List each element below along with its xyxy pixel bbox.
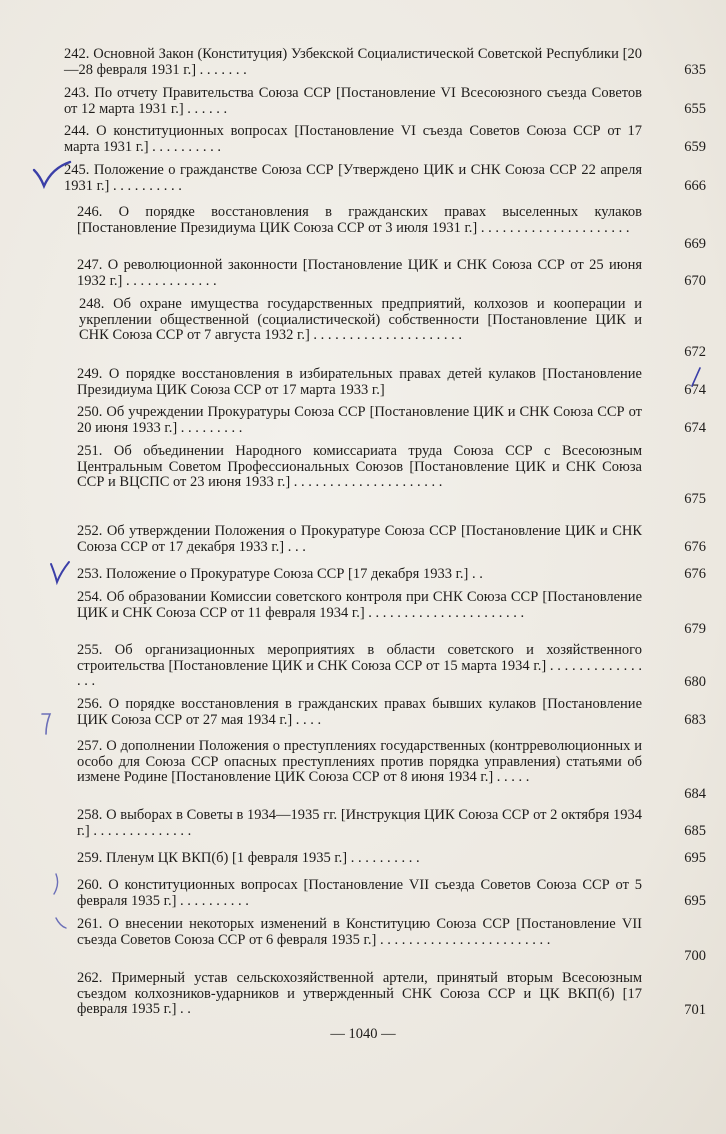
entry-page-number: 684 xyxy=(684,786,706,802)
entry-title: 249. О порядке восстановления в избирательных правах детей кулаков [Постановление Президиума ЦИК Союза ССР от 17 марта 1933 г.] xyxy=(77,366,642,398)
entry-title: 262. Примерный устав сельскохозяйственной артели, принятый вторым Всесоюзным съездом колхозников-ударников и утвержденный СНК Союза ССР и ЦК ВКП(б) [17 февраля 1935 г.] . . xyxy=(77,970,642,1017)
entry-page-number: 675 xyxy=(684,491,706,507)
entry-page-number: 695 xyxy=(684,850,706,866)
entry-title: 250. Об учреждении Прокуратуры Союза ССР [Постановление ЦИК и СНК Союза ССР от 20 июня 1933 г.] . . . . . . . . . xyxy=(77,404,642,436)
entry-title: 243. По отчету Правительства Союза ССР [Постановление VI Всесоюзного съезда Советов от 12 марта 1931 г.] . . . . . . xyxy=(64,85,643,117)
handwritten-mark-icon xyxy=(52,912,72,934)
entry-page-number: 674 xyxy=(684,420,706,436)
entry-page-number: 674 xyxy=(684,382,706,398)
entry-page-number: 670 xyxy=(684,273,706,289)
entry-page-number: 669 xyxy=(684,236,706,252)
entry-title: 254. Об образовании Комиссии советского контроля при СНК Союза ССР [Постановление ЦИК и СНК Союза ССР от 11 февраля 1934 г.] . . . . . . . . . . . . . . . . . . . . . . xyxy=(77,589,642,621)
entry-page-number: 683 xyxy=(684,712,706,728)
entry-title: 251. Об объединении Народного комиссариата труда Союза ССР с Всесоюзным Центральным Советом Профессиональных Союзов [Постановление ЦИК и СНК Союза ССР и ВЦСПС от 23 июня 1933 г.] . . . . . . . . . . . . . . . . . . . . . xyxy=(77,443,642,490)
entry-page-number: 672 xyxy=(684,344,706,360)
entry-page-number: 666 xyxy=(684,178,706,194)
page-footer-number: — 1040 — xyxy=(330,1026,396,1042)
entry-title: 242. Основной Закон (Конституция) Узбекской Социалистической Советской Республики [20—28 февраля 1931 г.] . . . . . . . xyxy=(64,46,642,78)
entry-page-number: 635 xyxy=(684,62,706,78)
entry-page-number: 680 xyxy=(684,674,706,690)
entry-title: 248. Об охране имущества государственных предприятий, колхозов и кооперации и укреплении общественной (социалистической) собственности [Постановление ЦИК и СНК Союза ССР от 7 августа 1932 г.] . . . . . . . . . . . . . . . . . . . . . xyxy=(79,296,642,343)
entry-title: 247. О революционной законности [Постановление ЦИК и СНК Союза ССР от 25 июня 1932 г.] . . . . . . . . . . . . . xyxy=(77,257,643,289)
entry-title: 257. О дополнении Положения о преступлениях государственных (контрреволюционных и особо для Союза ССР опасных преступлениях против порядка управления) статьями об измене Родине [Постановление ЦИК Союза ССР от 8 июня 1934 г.] . . . . . xyxy=(77,738,642,785)
entry-page-number: 701 xyxy=(684,1002,706,1018)
handwritten-mark-icon xyxy=(50,870,70,898)
entry-title: 258. О выборах в Советы в 1934—1935 гг. [Инструкция ЦИК Союза ССР от 2 октября 1934 г.] . . . . . . . . . . . . . . xyxy=(77,807,643,839)
handwritten-mark-icon xyxy=(38,710,58,738)
entry-title: 244. О конституционных вопросах [Постановление VI съезда Советов Союза ССР от 17 марта 1931 г.] . . . . . . . . . . xyxy=(64,123,642,155)
entry-title: 252. Об утверждении Положения о Прокуратуре Союза ССР [Постановление ЦИК и СНК Союза ССР от 17 декабря 1933 г.] . . . xyxy=(77,523,643,555)
handwritten-checkmark-icon xyxy=(30,158,74,192)
entry-page-number: 676 xyxy=(684,566,706,582)
entry-title: 255. Об организационных мероприятиях в области советского и хозяйственного строительства [Постановление ЦИК и СНК Союза ССР от 15 марта 1934 г.] . . . . . . . . . . . . . . . . xyxy=(77,642,642,689)
entry-title: 246. О порядке восстановления в гражданских правах выселенных кулаков [Постановление Президиума ЦИК Союза ССР от 3 июля 1931 г.] . . . . . . . . . . . . . . . . . . . . . xyxy=(77,204,642,236)
entry-title: 259. Пленум ЦК ВКП(б) [1 февраля 1935 г.] . . . . . . . . . . xyxy=(77,850,420,866)
entry-title: 261. О внесении некоторых изменений в Конституцию Союза ССР [Постановление VII съезда Советов Союза ССР от 6 февраля 1935 г.] . . . . . . . . . . . . . . . . . . . . . . . . xyxy=(77,916,642,948)
entry-title: 245. Положение о гражданстве Союза ССР [Утверждено ЦИК и СНК Союза ССР 22 апреля 1931 г.] . . . . . . . . . . xyxy=(64,162,642,194)
entry-title: 253. Положение о Прокуратуре Союза ССР [17 декабря 1933 г.] . . xyxy=(77,566,483,582)
entry-page-number: 685 xyxy=(684,823,706,839)
entry-page-number: 655 xyxy=(684,101,706,117)
entry-page-number: 695 xyxy=(684,893,706,909)
entry-title: 256. О порядке восстановления в гражданских правах бывших кулаков [Постановление ЦИК Союза ССР от 27 мая 1934 г.] . . . . xyxy=(77,696,643,728)
handwritten-checkmark-icon xyxy=(45,558,75,588)
entry-page-number: 676 xyxy=(684,539,706,555)
handwritten-mark-icon xyxy=(688,366,704,390)
entry-title: 260. О конституционных вопросах [Постановление VII съезда Советов Союза ССР от 5 февраля 1935 г.] . . . . . . . . . . xyxy=(77,877,643,909)
entry-page-number: 679 xyxy=(684,621,706,637)
entry-page-number: 659 xyxy=(684,139,706,155)
entry-page-number: 700 xyxy=(684,948,706,964)
